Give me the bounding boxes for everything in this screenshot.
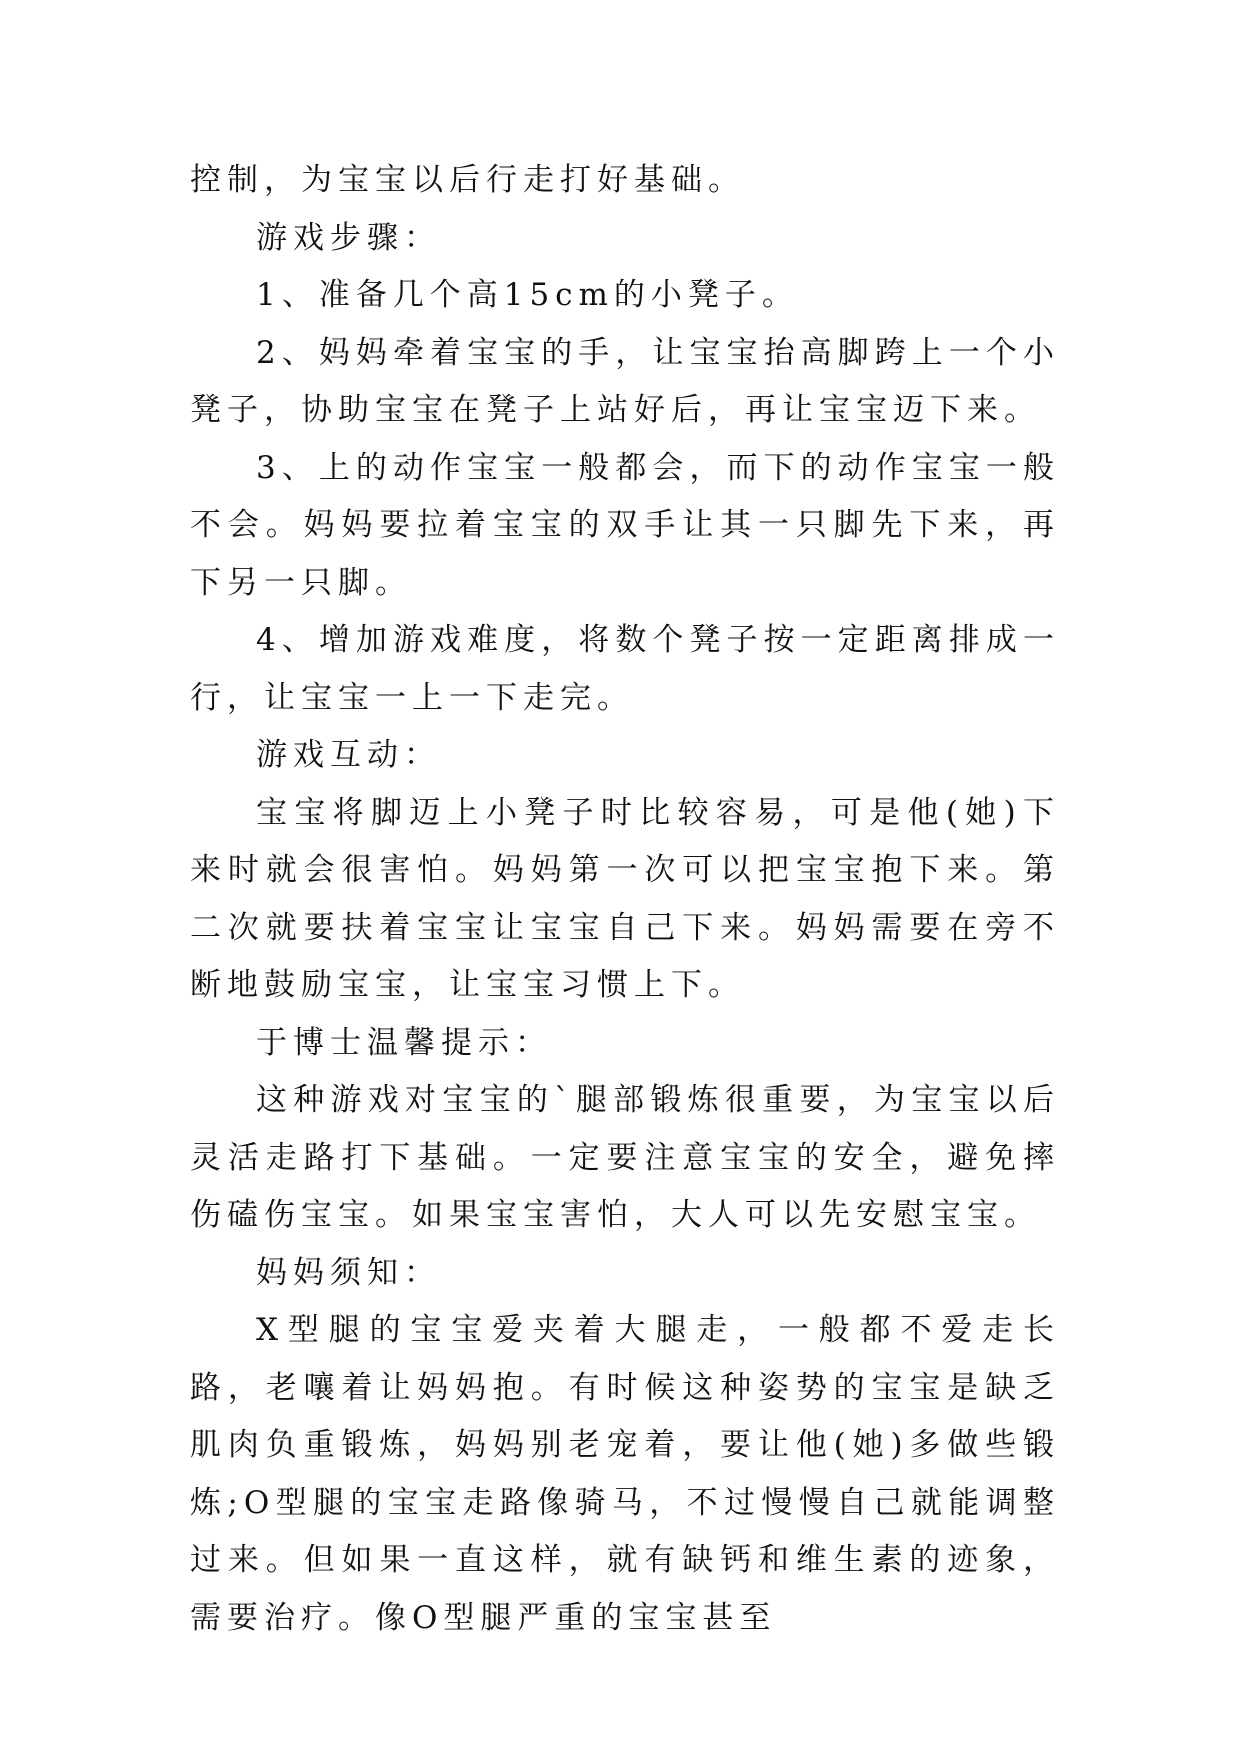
step-1: 1、准备几个高15cm的小凳子。 (256, 277, 799, 313)
heading-game-steps: 游戏步骤： (256, 219, 441, 256)
paragraph-intro-continuation: 控制，为宝宝以后行走打好基础。 (190, 162, 745, 198)
heading-mom-notes: 妈妈须知： (256, 1254, 441, 1291)
step-2: 2、妈妈牵着宝宝的手，让宝宝抬高脚跨上一个小凳子，协助宝宝在凳子上站好后，再让宝宝迈下来。 (190, 334, 1060, 428)
paragraph-tips: 这种游戏对宝宝的`腿部锻炼很重要，为宝宝以后灵活走路打下基础。一定要注意宝宝的安全，避免摔伤磕伤宝宝。如果宝宝害怕，大人可以先安慰宝宝。 (190, 1082, 1060, 1233)
heading-doctor-tips: 于博士温馨提示： (256, 1024, 552, 1061)
document-body (190, 152, 1060, 1647)
step-4: 4、增加游戏难度，将数个凳子按一定距离排成一行，让宝宝一上一下走完。 (190, 622, 1060, 716)
heading-game-interaction: 游戏互动： (256, 737, 441, 773)
paragraph-interaction: 宝宝将脚迈上小凳子时比较容易，可是他(她)下来时就会很害怕。妈妈第一次可以把宝宝抱下来。第二次就要扶着宝宝让宝宝自己下来。妈妈需要在旁不断地鼓励宝宝，让宝宝习惯上下。 (190, 794, 1060, 1003)
paragraph-mom-notes: X型腿的宝宝爱夹着大腿走，一般都不爱走长路，老嚷着让妈妈抱。有时候这种姿势的宝宝是缺乏肌肉负重锻炼，妈妈别老宠着，要让他(她)多做些锻炼;O型腿的宝宝走路像骑马，不过慢慢自己就能调整过来。但如果一直这样，就有缺钙和维生素的迹象，需要治疗。像O型腿严重的宝宝甚至 (190, 1312, 1060, 1636)
step-3: 3、上的动作宝宝一般都会，而下的动作宝宝一般不会。妈妈要拉着宝宝的双手让其一只脚先下来，再下另一只脚。 (190, 449, 1060, 601)
